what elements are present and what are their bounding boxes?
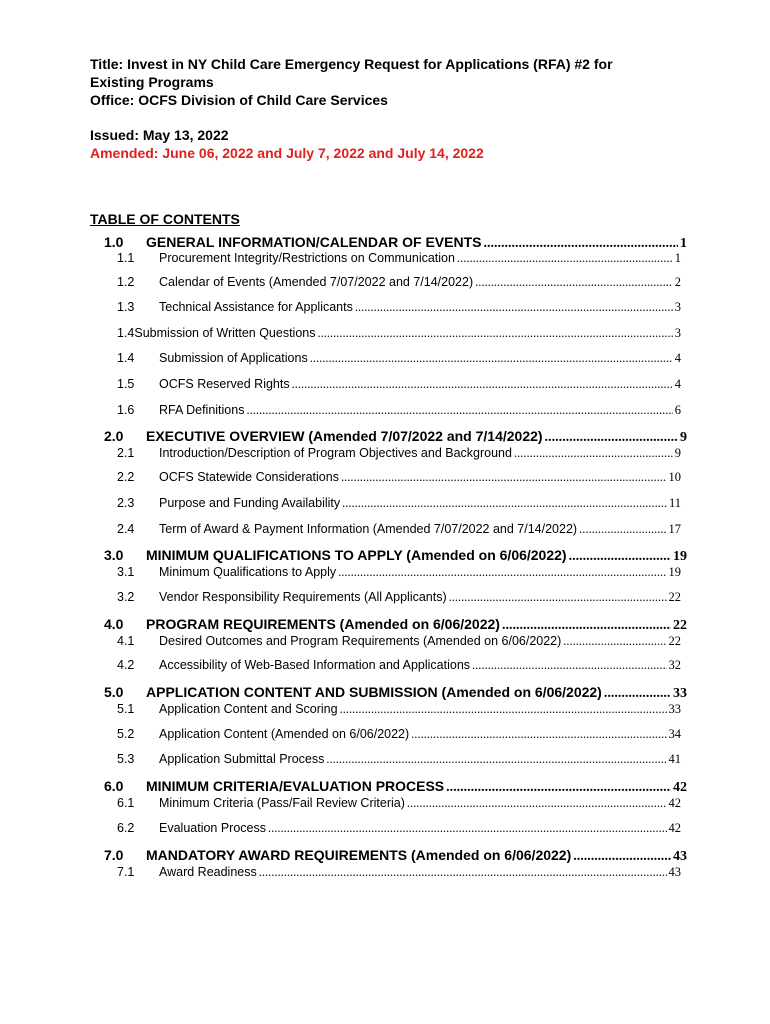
toc-entry-number: 7.1 bbox=[117, 865, 135, 879]
toc-entry[interactable] bbox=[117, 403, 681, 421]
toc-entry-title: Term of Award & Payment Information (Amended 7/07/2022 and 7/14/2022) bbox=[159, 522, 578, 536]
toc-entry-page: 42 bbox=[673, 780, 687, 795]
toc-entry[interactable] bbox=[104, 616, 687, 634]
toc-entry[interactable] bbox=[117, 326, 681, 344]
toc-entry-title: Submission of Applications bbox=[159, 351, 308, 365]
toc-entry[interactable] bbox=[117, 377, 681, 395]
toc-entry-page: 33 bbox=[673, 686, 687, 701]
toc-entry[interactable] bbox=[104, 847, 687, 865]
toc-entry-page: 1 bbox=[674, 251, 681, 265]
toc-entry-number: 1.3 bbox=[117, 300, 135, 314]
toc-entry[interactable] bbox=[117, 590, 681, 608]
toc-entry-number: 4.2 bbox=[117, 658, 135, 672]
toc-entry-title: Accessibility of Web-Based Information and Applications bbox=[159, 658, 471, 672]
toc-dot-leader bbox=[604, 686, 671, 702]
toc-entry-page: 17 bbox=[668, 522, 681, 536]
toc-entry-page: 9 bbox=[674, 446, 681, 460]
toc-dot-leader bbox=[475, 275, 673, 290]
toc-entry-title: Application Content and Scoring bbox=[159, 702, 338, 716]
toc-entry-title: Vendor Responsibility Requirements (All Applicants) bbox=[159, 590, 447, 604]
toc-entry-number: 2.4 bbox=[117, 522, 135, 536]
toc-dot-leader bbox=[318, 326, 673, 341]
toc-entry-title: MINIMUM CRITERIA/EVALUATION PROCESS bbox=[146, 778, 445, 794]
toc-entry-title: Award Readiness bbox=[159, 865, 257, 879]
toc-entry-title: GENERAL INFORMATION/CALENDAR OF EVENTS bbox=[146, 234, 482, 250]
toc-entry-number: 5.2 bbox=[117, 727, 135, 741]
toc-entry[interactable] bbox=[104, 778, 687, 796]
toc-entry-number: 3.1 bbox=[117, 565, 135, 579]
toc-dot-leader bbox=[340, 702, 667, 717]
toc-entry-title: Application Submittal Process bbox=[159, 752, 325, 766]
toc-entry-page: 22 bbox=[673, 618, 687, 633]
toc-entry-title: Desired Outcomes and Program Requirements (Amended on 6/06/2022) bbox=[159, 634, 562, 648]
toc-entry-title: Introduction/Description of Program Objectives and Background bbox=[159, 446, 512, 460]
toc-entry-number: 6.0 bbox=[104, 778, 124, 794]
toc-entry-number: 5.3 bbox=[117, 752, 135, 766]
toc-entry[interactable] bbox=[117, 446, 681, 464]
toc-entry-number: 2.0 bbox=[104, 428, 124, 444]
toc-entry-number: 2.3 bbox=[117, 496, 135, 510]
toc-entry-page: 4 bbox=[674, 351, 681, 365]
toc-entry-title: OCFS Reserved Rights bbox=[159, 377, 290, 391]
toc-entry[interactable] bbox=[117, 727, 681, 745]
toc-entry-number: 2.2 bbox=[117, 470, 135, 484]
toc-dot-leader bbox=[484, 236, 679, 252]
toc-entry-number: 4.0 bbox=[104, 616, 124, 632]
toc-entry[interactable] bbox=[117, 496, 681, 514]
toc-entry-title: Minimum Qualifications to Apply bbox=[159, 565, 337, 579]
toc-entry-number: 4.1 bbox=[117, 634, 135, 648]
toc-dot-leader bbox=[341, 470, 667, 485]
toc-entry-page: 19 bbox=[673, 549, 687, 564]
toc-dot-leader bbox=[472, 658, 666, 673]
toc-entry-number: 6.1 bbox=[117, 796, 135, 810]
toc-dot-leader bbox=[563, 634, 666, 649]
toc-entry[interactable] bbox=[117, 865, 681, 883]
toc-entry-page: 1 bbox=[680, 236, 687, 251]
toc-entry-page: 11 bbox=[668, 496, 681, 510]
toc-entry-number: 5.1 bbox=[117, 702, 135, 716]
toc-entry[interactable] bbox=[117, 251, 681, 269]
toc-dot-leader bbox=[292, 377, 673, 392]
toc-entry-number: 1.0 bbox=[104, 234, 124, 250]
title-line-1: Title: Invest in NY Child Care Emergency Request for Applications (RFA) #2 for bbox=[90, 56, 613, 72]
toc-entry-number: 3.2 bbox=[117, 590, 135, 604]
toc-entry-number: 6.2 bbox=[117, 821, 135, 835]
toc-entry-number: 5.0 bbox=[104, 684, 124, 700]
toc-entry[interactable] bbox=[117, 752, 681, 770]
toc-entry[interactable] bbox=[117, 522, 681, 540]
toc-entry-page: 10 bbox=[668, 470, 681, 484]
toc-dot-leader bbox=[310, 351, 673, 366]
toc-dot-leader bbox=[457, 251, 673, 266]
toc-entry[interactable] bbox=[104, 684, 687, 702]
toc-dot-leader bbox=[545, 430, 678, 446]
toc-entry-title: OCFS Statewide Considerations bbox=[159, 470, 339, 484]
toc-dot-leader bbox=[342, 496, 667, 511]
toc-dot-leader bbox=[579, 522, 666, 537]
toc-entry-title: Minimum Criteria (Pass/Fail Review Criteria) bbox=[159, 796, 405, 810]
toc-entry-page: 2 bbox=[674, 275, 681, 289]
toc-entry-title: Submission of Written Questions bbox=[134, 326, 316, 340]
toc-entry-page: 6 bbox=[674, 403, 681, 417]
toc-entry-number: 2.1 bbox=[117, 446, 135, 460]
toc-entry-title: Evaluation Process bbox=[159, 821, 267, 835]
toc-entry-number: 7.0 bbox=[104, 847, 124, 863]
toc-entry[interactable] bbox=[117, 275, 681, 293]
toc-entry[interactable] bbox=[117, 565, 681, 583]
toc-dot-leader bbox=[407, 796, 667, 811]
toc-entry-title: Calendar of Events (Amended 7/07/2022 and 7/14/2022) bbox=[159, 275, 474, 289]
toc-dot-leader bbox=[246, 403, 672, 418]
toc-entry[interactable] bbox=[117, 658, 681, 676]
toc-entry-page: 3 bbox=[674, 326, 681, 340]
toc-entry-page: 22 bbox=[668, 590, 681, 604]
toc-entry-page: 32 bbox=[668, 658, 681, 672]
toc-entry-page: 41 bbox=[668, 752, 681, 766]
toc-dot-leader bbox=[573, 849, 671, 865]
toc-entry-title: MANDATORY AWARD REQUIREMENTS (Amended on 6/06/2022) bbox=[146, 847, 572, 863]
toc-entry[interactable] bbox=[104, 428, 687, 446]
toc-entry-number: 1.4 bbox=[117, 326, 135, 340]
toc-dot-leader bbox=[514, 446, 673, 461]
toc-entry-page: 42 bbox=[668, 821, 681, 835]
toc-entry-page: 33 bbox=[668, 702, 681, 716]
toc-entry-title: MINIMUM QUALIFICATIONS TO APPLY (Amended on 6/06/2022) bbox=[146, 547, 567, 563]
toc-heading: TABLE OF CONTENTS bbox=[90, 211, 240, 227]
toc-entry[interactable] bbox=[117, 300, 681, 318]
office-line: Office: OCFS Division of Child Care Services bbox=[90, 92, 388, 108]
toc-entry-number: 1.5 bbox=[117, 377, 135, 391]
toc-entry-title: Technical Assistance for Applicants bbox=[159, 300, 353, 314]
toc-entry-page: 3 bbox=[674, 300, 681, 314]
toc-entry-number: 3.0 bbox=[104, 547, 124, 563]
document-header bbox=[90, 55, 690, 162]
title-line-2: Existing Programs bbox=[90, 74, 214, 90]
toc-entry-number: 1.4 bbox=[117, 351, 135, 365]
toc-entry[interactable] bbox=[104, 234, 687, 252]
toc-entry-page: 43 bbox=[668, 865, 681, 879]
toc-dot-leader bbox=[338, 565, 666, 580]
toc-dot-leader bbox=[449, 590, 667, 605]
toc-dot-leader bbox=[268, 821, 666, 836]
toc-entry-page: 22 bbox=[668, 634, 681, 648]
toc-entry-number: 1.2 bbox=[117, 275, 135, 289]
toc-dot-leader bbox=[569, 549, 671, 565]
toc-entry-title: EXECUTIVE OVERVIEW (Amended 7/07/2022 and 7/14/2022) bbox=[146, 428, 543, 444]
toc-entry-page: 42 bbox=[668, 796, 681, 810]
toc-dot-leader bbox=[411, 727, 666, 742]
toc-entry[interactable] bbox=[117, 796, 681, 814]
toc-entry[interactable] bbox=[117, 821, 681, 839]
toc-entry-title: PROGRAM REQUIREMENTS (Amended on 6/06/2022) bbox=[146, 616, 500, 632]
toc-entry-page: 4 bbox=[674, 377, 681, 391]
toc-entry-number: 1.1 bbox=[117, 251, 135, 265]
toc-entry-title: RFA Definitions bbox=[159, 403, 245, 417]
toc-dot-leader bbox=[446, 780, 671, 796]
issued-date: Issued: May 13, 2022 bbox=[90, 127, 229, 143]
toc-entry-title: APPLICATION CONTENT AND SUBMISSION (Amended on 6/06/2022) bbox=[146, 684, 602, 700]
toc-entry-page: 43 bbox=[673, 849, 687, 864]
toc-entry-title: Procurement Integrity/Restrictions on Communication bbox=[159, 251, 455, 265]
toc-entry[interactable] bbox=[104, 547, 687, 565]
toc-entry-page: 34 bbox=[668, 727, 681, 741]
toc-entry[interactable] bbox=[117, 702, 681, 720]
toc-entry[interactable] bbox=[117, 351, 681, 369]
toc-entry[interactable] bbox=[117, 470, 681, 488]
toc-entry-number: 1.6 bbox=[117, 403, 135, 417]
toc-entry-page: 9 bbox=[680, 430, 687, 445]
amended-dates: Amended: June 06, 2022 and July 7, 2022 and July 14, 2022 bbox=[90, 145, 484, 161]
toc-dot-leader bbox=[502, 618, 671, 634]
toc-dot-leader bbox=[259, 865, 667, 880]
toc-entry-title: Purpose and Funding Availability bbox=[159, 496, 341, 510]
toc-entry-page: 19 bbox=[668, 565, 681, 579]
toc-dot-leader bbox=[326, 752, 666, 767]
toc-dot-leader bbox=[355, 300, 673, 315]
toc-entry[interactable] bbox=[117, 634, 681, 652]
toc-entry-title: Application Content (Amended on 6/06/2022) bbox=[159, 727, 410, 741]
